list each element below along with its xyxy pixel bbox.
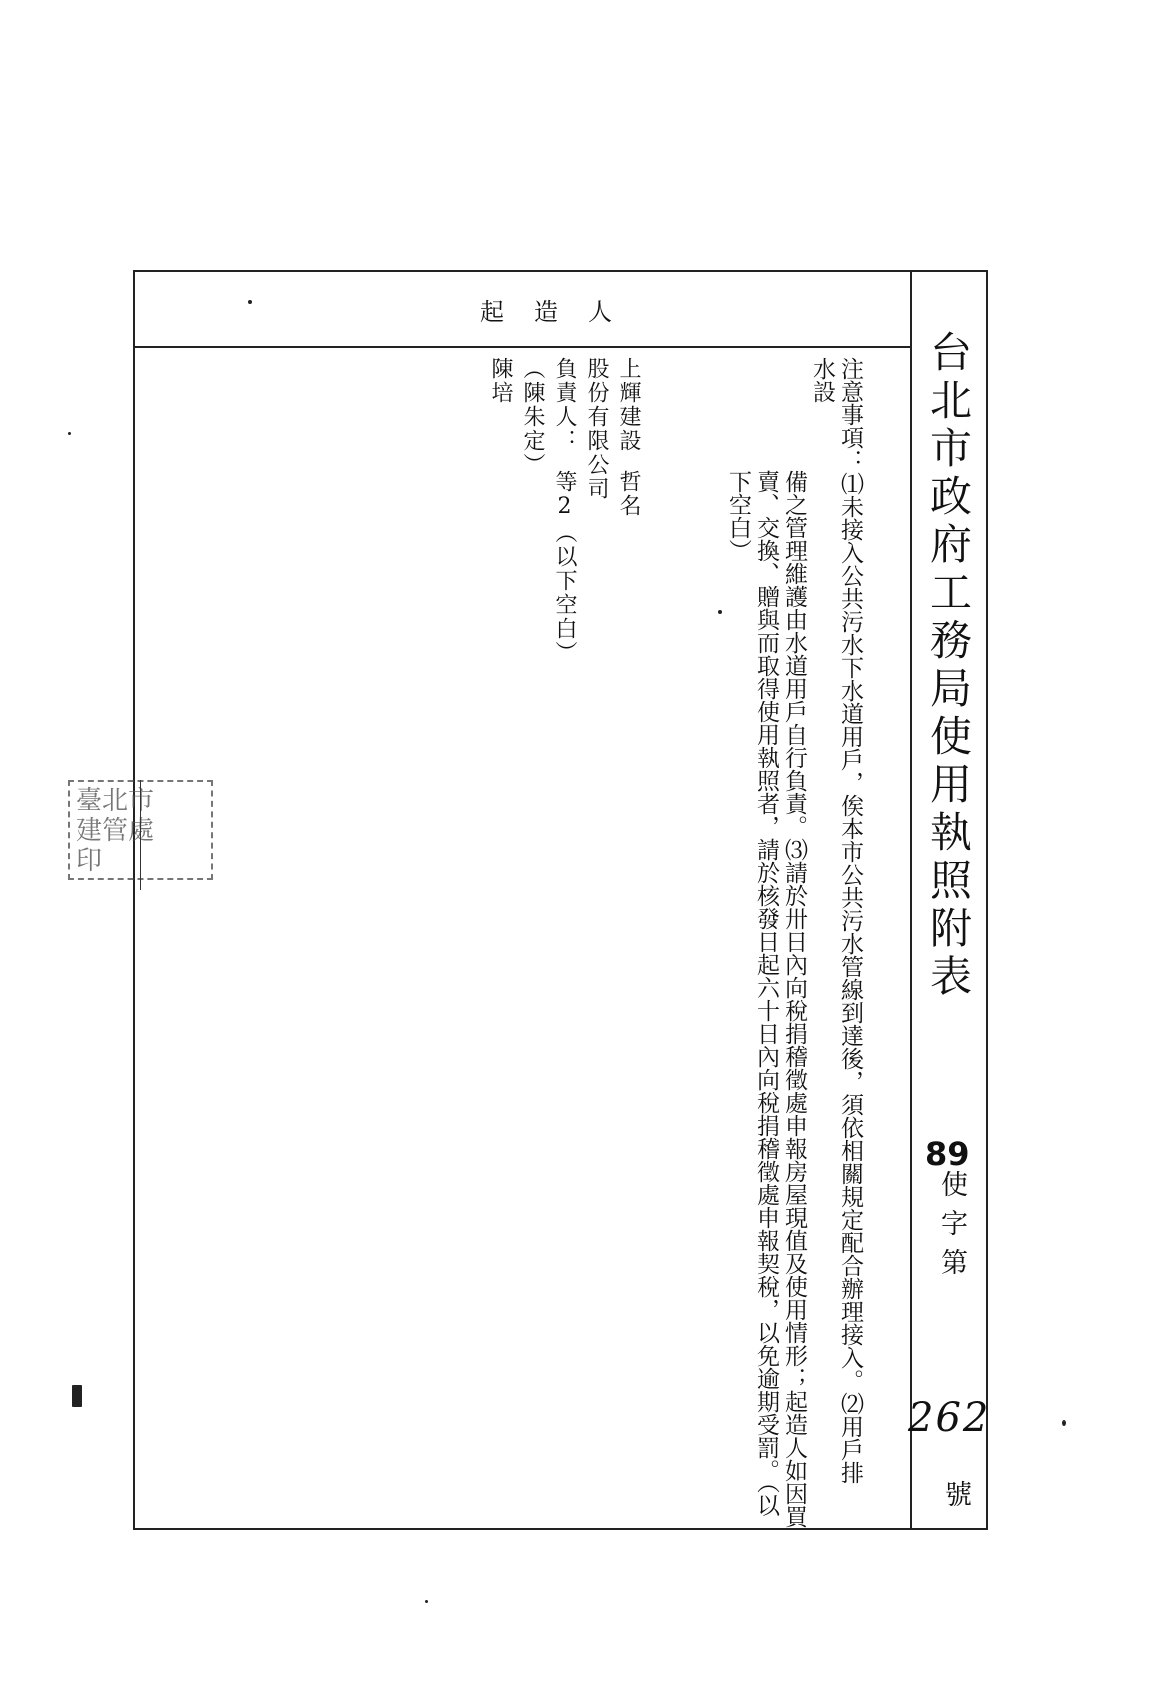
notes-column-2: 備之管理維護由水道用戶自行負責。⑶請於卅日內向稅捐稽徵處申報房屋現值及使用情形；起造人如因買 [781,470,807,1528]
builder-rep-label: 負責人： [552,357,577,453]
scan-speck [425,1600,428,1603]
document-title: 台北市政府工務局使用執照附表 [924,330,973,1002]
builder-col-label: 哲名 [616,470,641,518]
builder-header-label: 起造人 [480,298,642,326]
stamp-margin-line [140,780,141,890]
scan-speck [718,610,722,614]
header-divider [133,346,910,348]
stamp-line-1: 臺北市 [76,786,155,816]
serial-suffix: 號 [940,1480,971,1507]
stamp-line-2: 建管處 [76,816,155,846]
stamp-line-3: 印 [76,846,103,876]
notes-column-3: 賣、交換、贈與而取得使用執照者，請於核發日起六十日內向稅捐稽徵處申報契稅，以免逾期受罰。（以 [753,470,779,1517]
scan-mark [72,1385,82,1407]
builder-name-2: 等2（以下空白） [552,470,577,665]
serial-year: 89 [925,1135,970,1173]
serial-number: 262 [908,1395,991,1441]
serial-word: 使字第 [936,1170,967,1287]
builder-company-line2: 股份有限公司 [584,357,609,501]
builder-rep-name: （陳朱定） [520,357,545,477]
notes-column-1: 注意事項：⑴未接入公共污水下水道用戶，俟本市公共污水管線到達後，須依相關規定配合辦理接入。⑵用戶排水設 [809,357,863,1484]
scan-speck [1062,1420,1066,1426]
builder-company-line1: 上輝建設 [616,357,641,453]
scan-speck [68,432,71,435]
scan-speck [248,300,252,304]
builder-name-1: 陳培 [488,357,513,405]
notes-column-4: 下空白） [725,470,751,562]
